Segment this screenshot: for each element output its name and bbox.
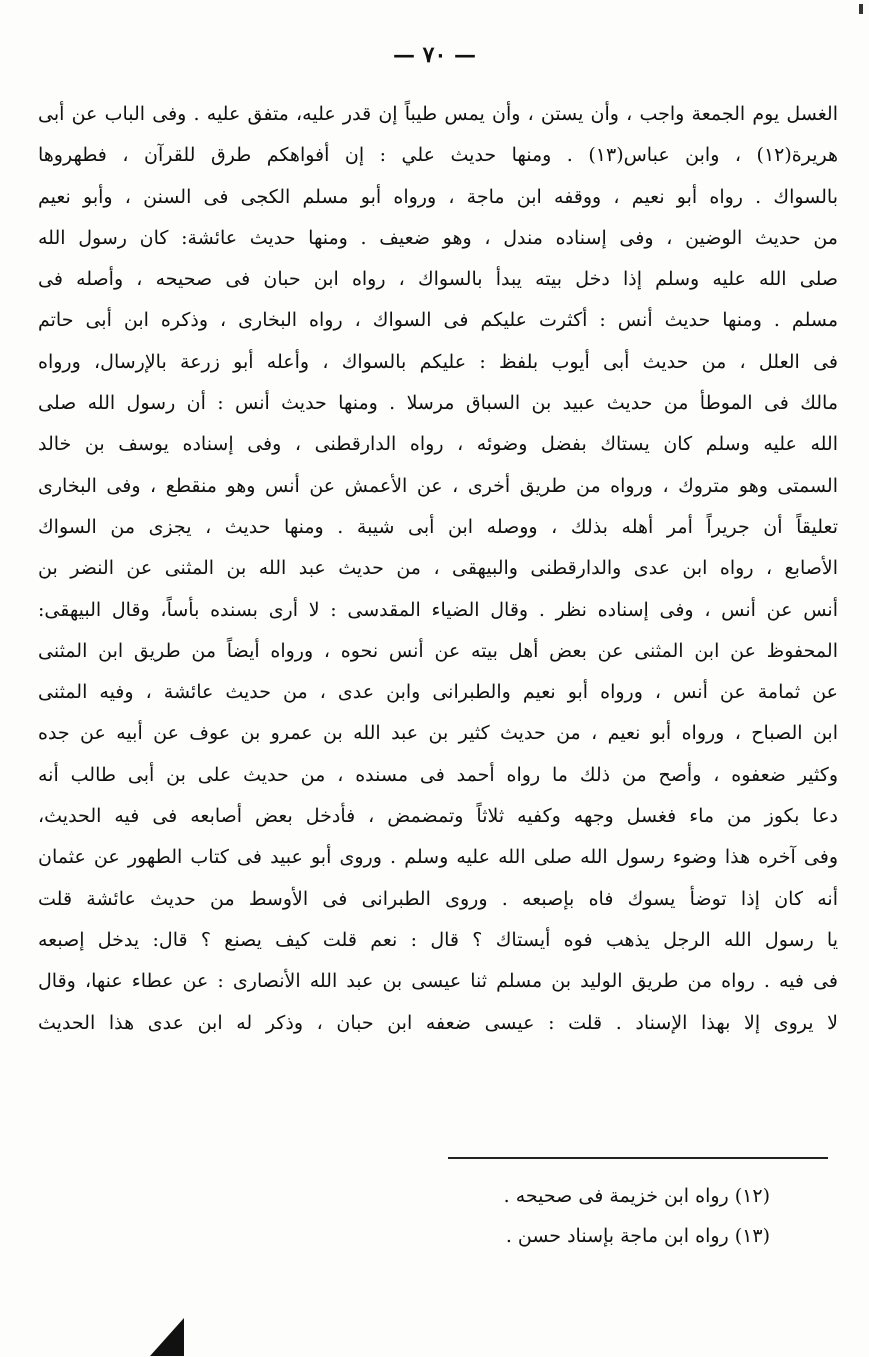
footnote-divider [448, 1157, 828, 1159]
text-line: هريرة(١٢) ، وابن عباس(١٣) . ومنها حديث علي : إن أفواهكم طرق للقرآن ، فطهروها [38, 144, 838, 167]
text-line: عن ثمامة عن أنس ، ورواه أبو نعيم والطبرانى وابن عدى ، من حديث عائشة ، وفيه المثنى [38, 681, 838, 704]
text-line: مسلم . ومنها حديث أنس : أكثرت عليكم فى السواك ، رواه البخارى ، وذكره ابن أبى حاتم [38, 309, 838, 332]
footnote: (١٣) رواه ابن ماجة بإسناد حسن . [505, 1225, 770, 1247]
text-line: الله عليه وسلم كان يستاك بفضل وضوئه ، رواه الدارقطنى ، وفى إسناده يوسف بن خالد [38, 433, 838, 456]
main-text-block [38, 94, 838, 1044]
text-line: أنه كان إذا توضأ يسوك فاه بإصبعه . وروى الطبرانى فى الأوسط من حديث عائشة قلت [38, 887, 838, 910]
text-line: الأصابع ، رواه ابن عدى والدارقطنى والبيهقى ، من حديث عبد الله بن المثنى عن النضر بن [38, 557, 838, 580]
text-line: بالسواك . رواه أبو نعيم ، ووقفه ابن ماجة ، ورواه أبو مسلم الكجى فى السنن ، وأبو نعيم [38, 185, 838, 208]
text-line: ابن الصباح ، ورواه أبو نعيم ، من حديث كثير بن عبد الله بن عمرو بن عوف عن أبيه عن جده [38, 722, 838, 745]
text-line: المحفوظ عن ابن المثنى عن بعض أهل بيته عن أنس نحوه ، ورواه أيضاً من طريق ابن المثنى [38, 639, 838, 662]
text-line: فى العلل ، من حديث أبى أيوب بلفظ : عليكم بالسواك ، وأعله أبو زرعة بالإرسال، ورواه [38, 350, 838, 373]
text-line: فى فيه . رواه من طريق الوليد بن مسلم ثنا عيسى بن عبد الله الأنصارى : عن عطاء عنها، وقال [38, 970, 838, 993]
page-corner-mark [150, 1318, 184, 1356]
footnote: (١٢) رواه ابن خزيمة فى صحيحه . [503, 1185, 770, 1207]
text-line: وفى آخره هذا وضوء رسول الله صلى الله عليه وسلم . وروى أبو عبيد فى كتاب الطهور عن عثمان [38, 846, 838, 869]
text-line: يا رسول الله الرجل يذهب فوه أيستاك ؟ قال : نعم قلت كيف يصنع ؟ قال: يدخل إصبعه [38, 928, 838, 951]
text-line: من حديث الوضين ، وفى إسناده مندل ، وهو ضعيف . ومنها حديث عائشة: كان رسول الله [38, 226, 838, 249]
text-line: السمتى وهو متروك ، ورواه من طريق أخرى ، عن الأعمش عن أنس وهو منقطع ، وفى البخارى [38, 474, 838, 497]
text-line: وكثير ضعفوه ، وأصح من ذلك ما رواه أحمد فى مسنده ، من حديث على بن أبى طالب أنه [38, 763, 838, 786]
text-line: صلى الله عليه وسلم إذا دخل بيته يبدأ بالسواك ، رواه ابن حبان فى صحيحه ، وأصله فى [38, 268, 838, 291]
text-line: لا يروى إلا بهذا الإسناد . قلت : عيسى ضعفه ابن حبان ، وذكر له ابن عدى هذا الحديث [38, 1011, 838, 1034]
text-line: الغسل يوم الجمعة واجب ، وأن يستن ، وأن يمس طيباً إن قدر عليه، متفق عليه . وفى الباب عن أبى [38, 103, 838, 125]
scan-edge-mark [859, 4, 863, 14]
text-line: دعا بكوز من ماء فغسل وجهه وكفيه ثلاثاً وتمضمض ، فأدخل بعض أصابعه فى فيه الحديث، [38, 805, 838, 828]
footnotes [300, 1176, 770, 1256]
text-line: مالك فى الموطأ من حديث عبيد بن السباق مرسلا . ومنها حديث أنس : أن رسول الله صلى [38, 392, 838, 415]
page-number: — ٧٠ — [393, 42, 476, 68]
text-line: تعليقاً أن جريراً أمر أهله بذلك ، ووصله ابن أبى شيبة . ومنها حديث ، يجزى من السواك [38, 515, 838, 538]
text-line: أنس عن أنس ، وفى إسناده نظر . وقال الضياء المقدسى : لا أرى بسنده بأساً، وقال البيهقى: [38, 598, 838, 621]
